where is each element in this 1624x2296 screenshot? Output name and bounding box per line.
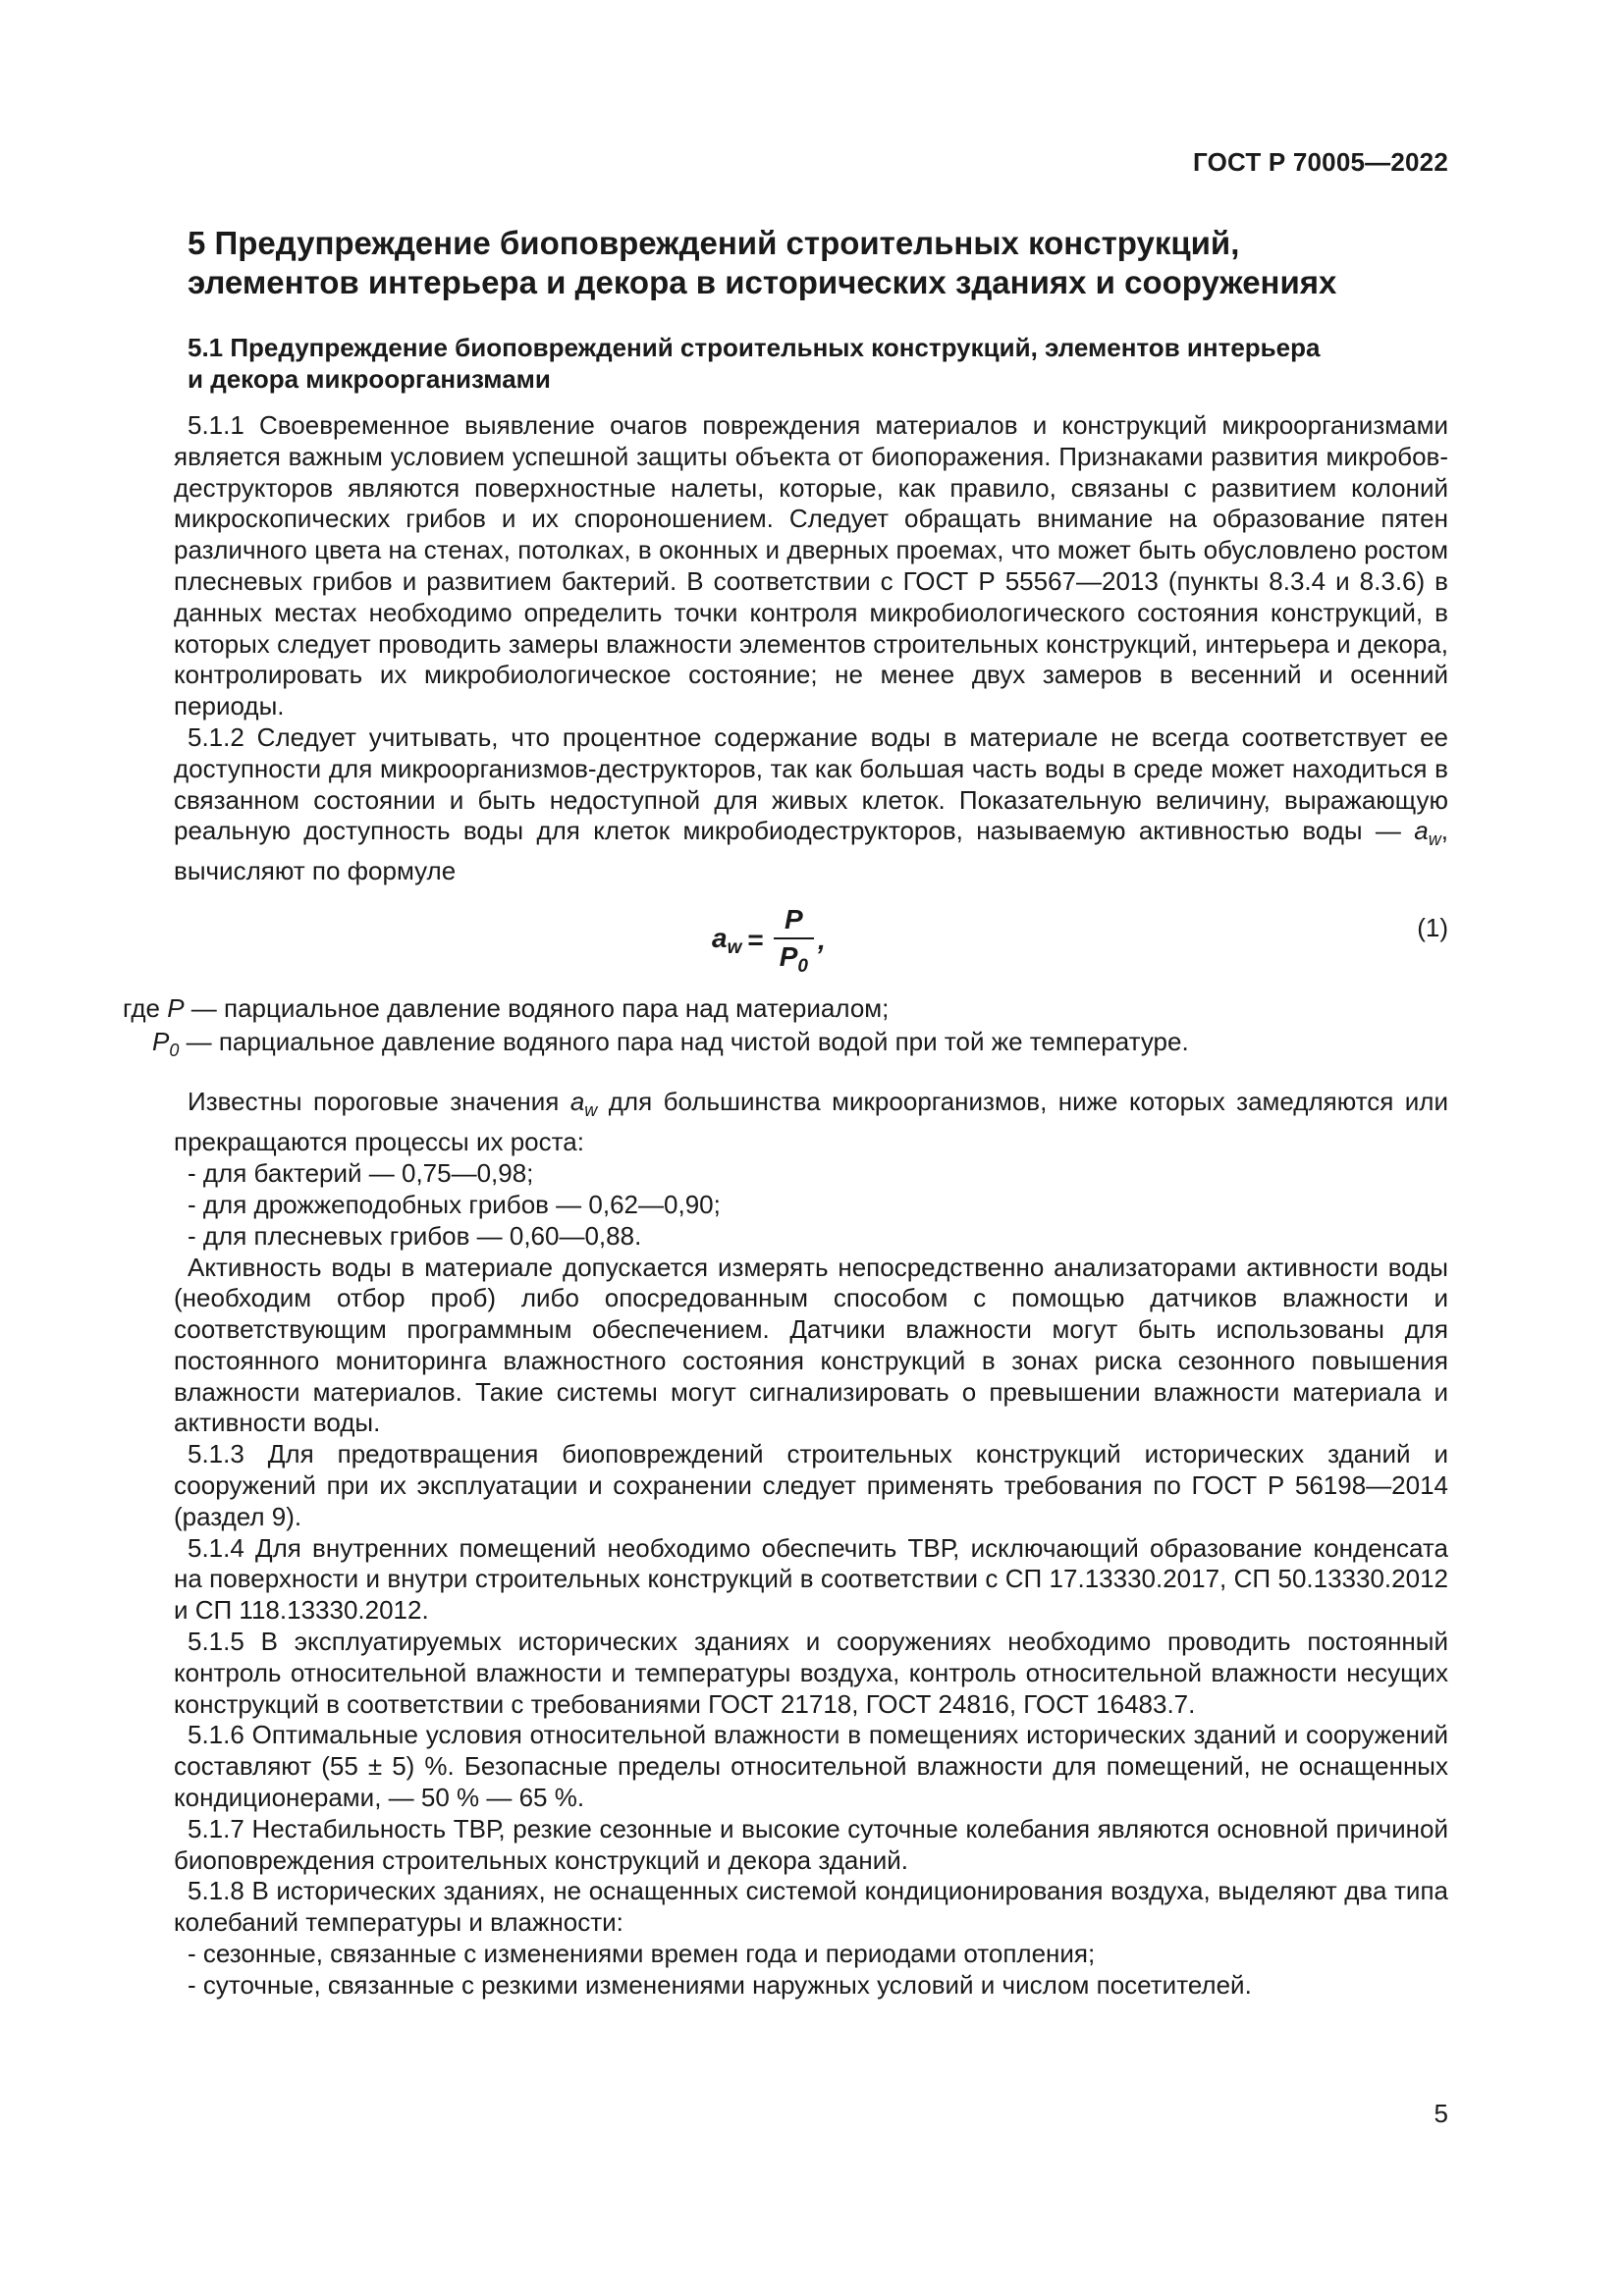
section-title-line2: элементов интерьера и декора в исторических зданиях и сооружениях [188, 264, 1337, 300]
paragraph-5-1-2 [174, 722, 1448, 887]
thresholds-list [174, 1158, 1448, 1252]
activity-measure-paragraph: Активность воды в материале допускается измерять непосредственно анализаторами активности воды (необходим отбор проб) либо опосредованным способом с помощью датчиков влажности и соответствующим программным обеспечением. Датчики влажности могут быть использованы для постоянного мониторинга влажностного состояния конструкций в зонах риска сезонного повышения влажности материалов. Такие системы могут сигнализировать о превышении влажности материала и активности воды. [174, 1252, 1448, 1438]
formula-number: (1) [1417, 913, 1448, 943]
where-line-p0: $P_0$ — парциальное давление водяного пара над чистой водой при той же температуре. [152, 1027, 1189, 1061]
paragraph-5-1-2-text: 5.1.2 Следует учитывать, что процентное содержание воды в материале не всегда соответствует ее доступности для микроорганизмов-деструкторов, так как большая часть воды в среде может находиться в связанном состоянии и быть недоступной для живых клеток. Показательную величину, выражающую реальную доступность воды для клеток микробиодеструкторов, называемую активностью воды — [174, 721, 1448, 846]
list-item: - для дрожжеподобных грибов — 0,62—0,90; [188, 1189, 721, 1219]
formula-1 [174, 895, 1448, 986]
thresholds-intro: Известны пороговые значения $a_w$ для большинства микроорганизмов, ниже которых замедляются или прекращаются процессы их роста: [174, 1087, 1449, 1157]
paragraph-5-1-2-tail: , вычисляют по формуле [174, 816, 1448, 886]
formula-lhs: $a_w$ [712, 922, 742, 958]
paragraph-5-1-6: 5.1.6 Оптимальные условия относительной влажности в помещениях исторических зданий и сооружений составляют (55 ± 5) %. Безопасные пределы относительной влажности для помещений, не оснащенных кондиционерами, — 50 % — 65 %. [174, 1720, 1448, 1813]
fluctuation-types-list [174, 1939, 1448, 2002]
list-item: - для плесневых грибов — 0,60—0,88. [188, 1220, 642, 1251]
formula-equals: = [747, 925, 764, 956]
subsection-title-line2: и декора микроорганизмами [188, 364, 551, 394]
document-code: ГОСТ Р 70005—2022 [1193, 147, 1448, 177]
paragraph-5-1-1: 5.1.1 Своевременное выявление очагов повреждения материалов и конструкций микроорганизмами является важным условием успешной защиты объекта от биопоражения. Признаками развития микробов-деструкторов являются поверхностные налеты, которые, как правило, связаны с развитием колоний микроскопических грибов и их спороношением. Следует обращать внимание на образование пятен различного цвета на стенах, потолках, в оконных и дверных проемах, что может быть обусловлено ростом плесневых грибов и развитием бактерий. В соответствии с ГОСТ Р 55567—2013 (пункты 8.3.4 и 8.3.6) в данных местах необходимо определить точки контроля микробиологического состояния конструкций, в которых следует проводить замеры влажности элементов строительных конструкций, интерьера и декора, контролировать их микробиологическое состояние; не менее двух замеров в весенний и осенний периоды. [174, 410, 1448, 721]
page-number: 5 [1434, 2099, 1448, 2128]
subsection-title [188, 332, 1448, 395]
list-item: - суточные, связанные с резкими изменениями наружных условий и числом посетителей. [188, 1969, 1252, 2000]
aw-symbol: $a_w$ [1414, 816, 1441, 850]
paragraph-5-1-7: 5.1.7 Нестабильность ТВР, резкие сезонные и высокие суточные колебания являются основной причиной биоповреждения строительных конструкций и декора зданий. [174, 1813, 1448, 1875]
list-item: - для бактерий — 0,75—0,98; [188, 1158, 534, 1189]
formula-expression [712, 895, 826, 986]
list-item: - сезонные, связанные с изменениями времен года и периодами отопления; [188, 1939, 1096, 1969]
formula-denominator: $P_0$ [779, 940, 808, 977]
paragraph-5-1-4: 5.1.4 Для внутренних помещений необходимо обеспечить ТВР, исключающий образование конденсата на поверхности и внутри строительных конструкций в соответствии с СП 17.13330.2017, СП 50.13330.2012 и СП 118.13330.2012. [174, 1532, 1448, 1626]
paragraph-5-1-3: 5.1.3 Для предотвращения биоповреждений строительных конструкций исторических зданий и сооружений при их эксплуатации и сохранении следует применять требования по ГОСТ Р 56198—2014 (раздел 9). [174, 1439, 1448, 1531]
subsection-title-line1: 5.1 Предупреждение биоповреждений строительных конструкций, элементов интерьера [188, 333, 1321, 362]
formula-numerator: P [785, 903, 803, 934]
section-title [188, 224, 1448, 302]
formula-fraction [774, 904, 814, 978]
paragraph-5-1-8: 5.1.8 В исторических зданиях, не оснащенных системой кондиционирования воздуха, выделяют два типа колебаний температуры и влажности: [174, 1876, 1448, 1938]
paragraph-5-1-5: 5.1.5 В эксплуатируемых исторических зданиях и сооружениях необходимо проводить постоянный контроль относительной влажности и температуры воздуха, контроль относительной влажности несущих конструкций в соответствии с требованиями ГОСТ 21718, ГОСТ 24816, ГОСТ 16483.7. [174, 1627, 1448, 1719]
formula-trailing-comma: , [817, 925, 826, 956]
section-title-line1: 5 Предупреждение биоповреждений строительных конструкций, [188, 225, 1240, 261]
where-line-p: где P — парциальное давление водяного пара над материалом; [123, 993, 890, 1024]
page-content [123, 224, 1449, 2002]
